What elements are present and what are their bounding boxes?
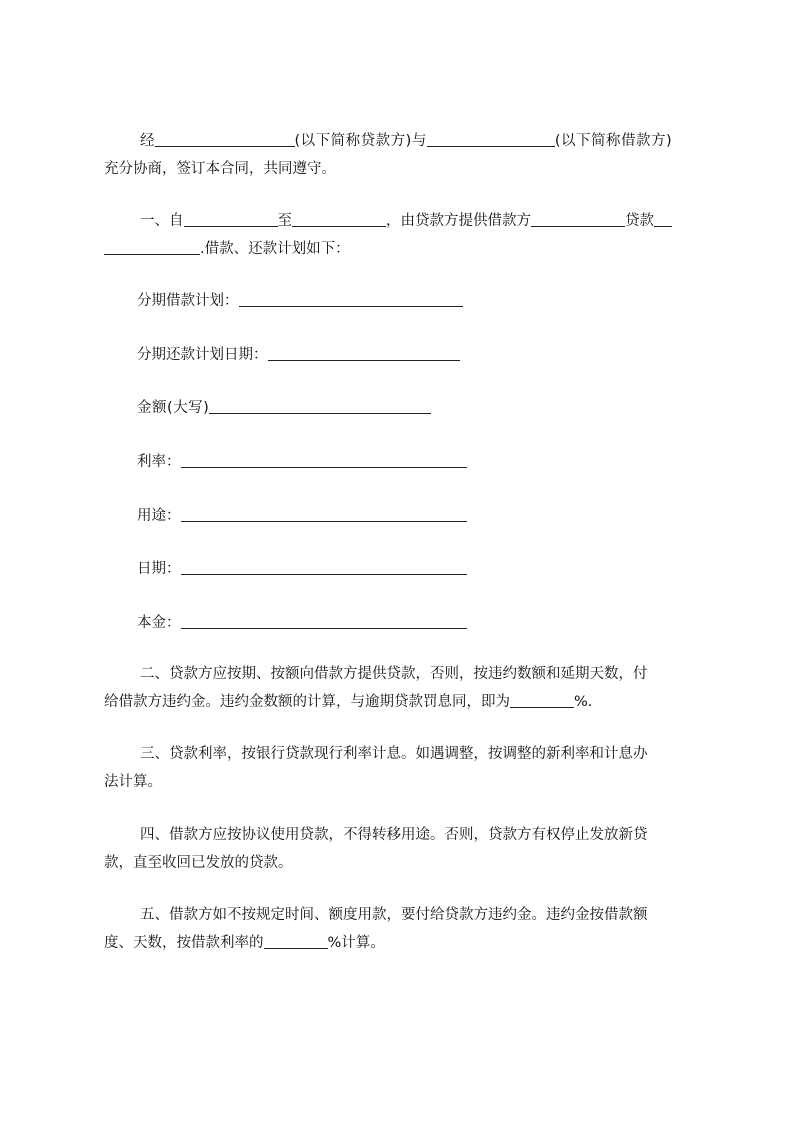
intro-line-1 xyxy=(140,131,672,151)
clause2-suffix: %. xyxy=(574,694,593,710)
date-blank[interactable] xyxy=(181,559,467,575)
borrower-name-blank[interactable] xyxy=(427,131,555,147)
late-use-rate-blank[interactable] xyxy=(264,933,328,949)
amount-blank[interactable] xyxy=(209,398,431,414)
clause1-text-d: 贷款 xyxy=(625,213,654,229)
loan-type-blank[interactable] xyxy=(531,211,625,227)
field-amount xyxy=(137,398,431,418)
field-date xyxy=(137,559,467,579)
field-principal xyxy=(137,613,467,633)
clause2-line-1 xyxy=(140,664,648,684)
installment-plan-label: 分期借款计划： xyxy=(137,293,239,309)
field-rate xyxy=(137,452,467,472)
field-purpose xyxy=(137,506,467,526)
clause2-text-2: 给借款方违约金。违约金数额的计算，与逾期贷款罚息同，即为 xyxy=(104,694,510,710)
clause5-text-1: 五、借款方如不按规定时间、额度用款，要付给贷款方违约金。违约金按借款额 xyxy=(140,907,648,923)
purpose-label: 用途： xyxy=(137,508,181,524)
field-installment-plan xyxy=(137,291,463,311)
clause4-text-1: 四、借款方应按协议使用贷款，不得转移用途。否则，贷款方有权停止发放新贷 xyxy=(140,827,648,843)
principal-blank[interactable] xyxy=(181,613,467,629)
lender-label: (以下简称贷款方)与 xyxy=(294,133,427,149)
lender-name-blank[interactable] xyxy=(155,131,295,147)
rate-label: 利率： xyxy=(137,454,181,470)
field-repayment-date xyxy=(137,345,460,365)
clause1-text-a: 一、自 xyxy=(140,213,184,229)
clause3-line-1 xyxy=(140,744,648,764)
clause1-line-1 xyxy=(140,211,672,231)
start-date-blank[interactable] xyxy=(184,211,278,227)
repayment-date-label: 分期还款计划日期： xyxy=(137,347,268,363)
clause5-line-1 xyxy=(140,905,648,925)
repayment-date-blank[interactable] xyxy=(268,345,460,361)
borrower-label: (以下简称借款方) xyxy=(554,133,673,149)
clause2-text-1: 二、贷款方应按期、按额向借款方提供贷款，否则，按违约数额和延期天数，付 xyxy=(140,666,648,682)
clause1-line-2 xyxy=(104,239,350,259)
clause5-suffix: %计算。 xyxy=(327,935,385,951)
clause4-text-2: 款，直至收回已发放的贷款。 xyxy=(104,855,293,871)
principal-label: 本金： xyxy=(137,615,181,631)
clause4-line-2 xyxy=(104,853,293,873)
installment-plan-blank[interactable] xyxy=(239,291,463,307)
clause2-line-2 xyxy=(104,692,592,712)
purpose-blank[interactable] xyxy=(181,506,467,522)
clause1-text-c: ，由贷款方提供借款方 xyxy=(386,213,531,229)
intro-prefix: 经 xyxy=(140,133,155,149)
end-date-blank[interactable] xyxy=(292,211,386,227)
intro-line-2 xyxy=(104,159,336,179)
loan-amount-blank-b[interactable] xyxy=(104,239,200,255)
amount-label: 金额(大写) xyxy=(137,400,210,416)
date-label: 日期： xyxy=(137,561,181,577)
clause1-text-e: .借款、还款计划如下： xyxy=(200,241,350,257)
clause3-line-2 xyxy=(104,772,162,792)
clause5-text-2: 度、天数，按借款利率的 xyxy=(104,935,264,951)
loan-amount-blank-a[interactable] xyxy=(654,211,672,227)
penalty-rate-blank[interactable] xyxy=(510,692,574,708)
clause5-line-2 xyxy=(104,933,385,953)
clause4-line-1 xyxy=(140,825,648,845)
clause3-text-2: 法计算。 xyxy=(104,774,162,790)
intro-text-2: 充分协商，签订本合同，共同遵守。 xyxy=(104,161,336,177)
clause1-text-b: 至 xyxy=(277,213,292,229)
rate-blank[interactable] xyxy=(181,452,467,468)
clause3-text-1: 三、贷款利率，按银行贷款现行利率计息。如遇调整，按调整的新利率和计息办 xyxy=(140,746,648,762)
